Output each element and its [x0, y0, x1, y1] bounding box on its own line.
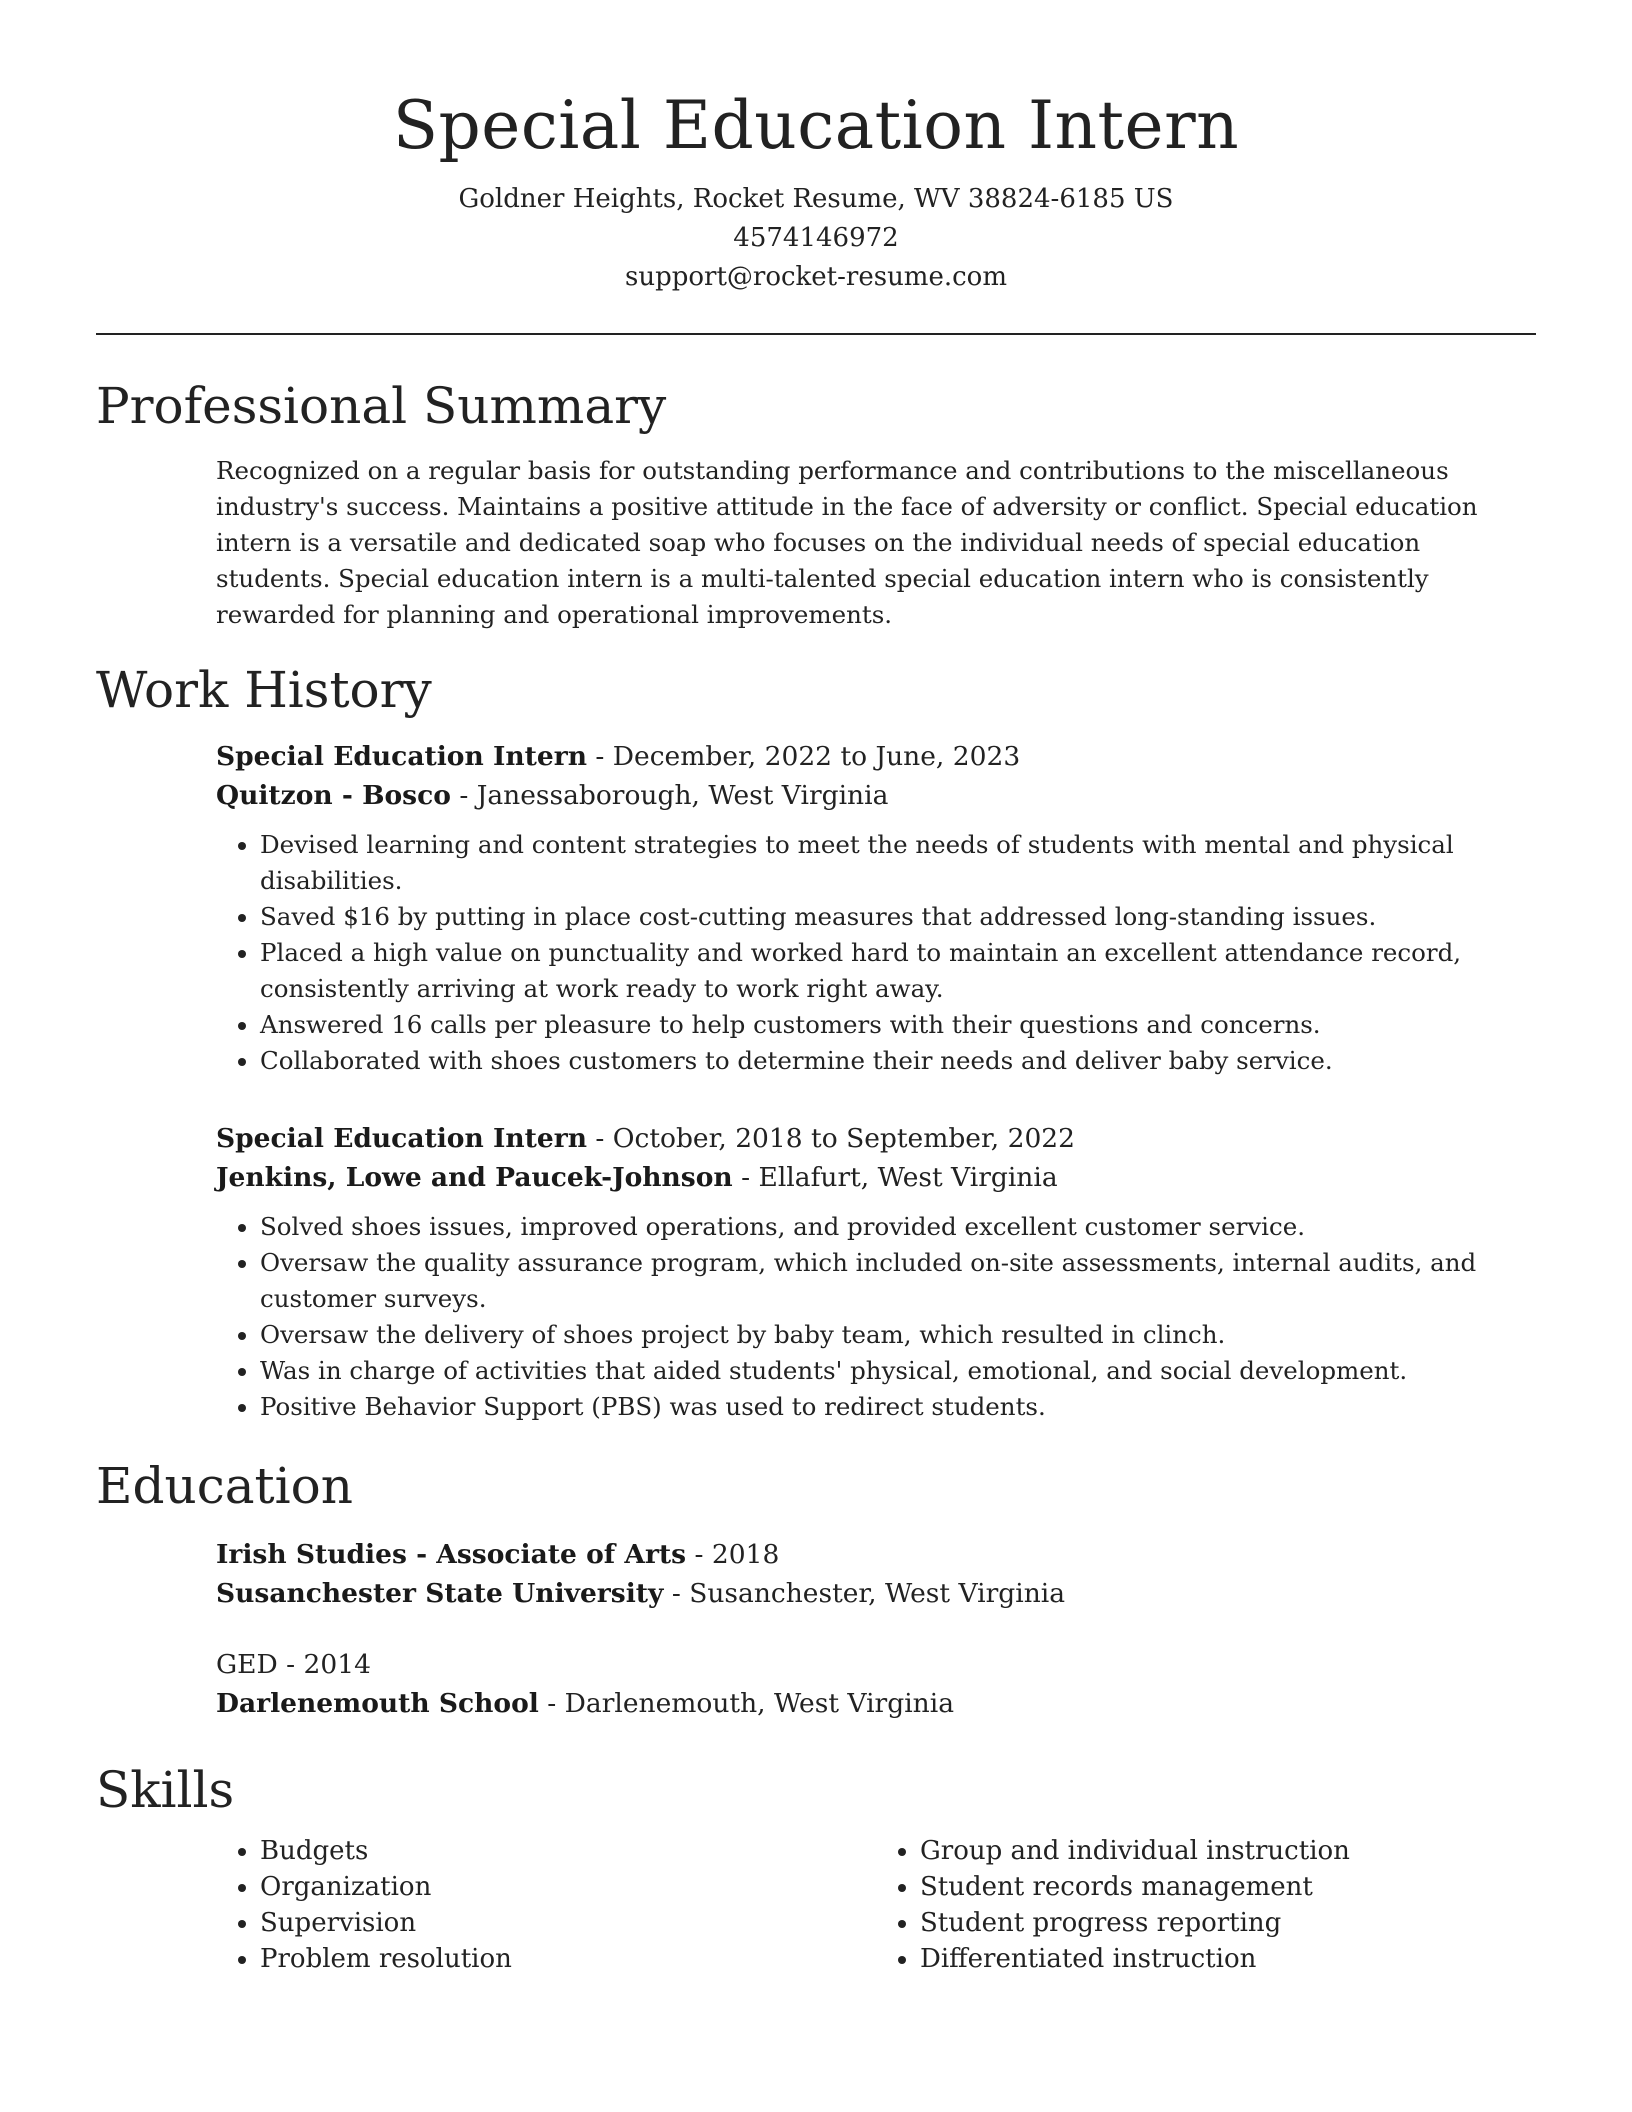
skill-item: • Student records management: [920, 1869, 1536, 1905]
skill-item: • Organization: [260, 1869, 876, 1905]
job-bullet: • Answered 16 calls per pleasure to help customers with their questions and concerns.: [260, 1007, 1536, 1043]
education-heading: Education: [96, 1457, 353, 1515]
education-section: [216, 1535, 1536, 1723]
education-entry: [216, 1645, 1536, 1723]
skills-grid: [216, 1833, 1536, 1977]
job-company: Quitzon - Bosco: [216, 780, 451, 811]
job-bullet: • Collaborated with shoes customers to determine their needs and deliver baby service.: [260, 1043, 1536, 1079]
job-entry: [216, 737, 1536, 1079]
job-company: Jenkins, Lowe and Paucek-Johnson: [216, 1162, 733, 1193]
degree-year: - 2018: [686, 1539, 780, 1570]
address-text: Goldner Heights, Rocket Resume, WV 38824-6185 US: [458, 184, 1174, 214]
job-bullet: • Solved shoes issues, improved operations, and provided excellent customer service.: [260, 1209, 1536, 1245]
work-history-heading: Work History: [96, 661, 432, 719]
skill-item: • Problem resolution: [260, 1941, 876, 1977]
skills-column-left: [216, 1833, 876, 1977]
skills-section: [216, 1833, 1536, 1977]
job-title-line: [216, 737, 1536, 776]
skill-item: • Supervision: [260, 1905, 876, 1941]
job-company-line: [216, 776, 1536, 815]
school-location: - Susanchester, West Virginia: [663, 1578, 1066, 1609]
job-company-line: [216, 1158, 1536, 1197]
school-name: Susanchester State University: [216, 1578, 664, 1609]
summary-section: [216, 453, 1536, 633]
degree-year: GED - 2014: [216, 1649, 372, 1680]
job-bullet: • Oversaw the quality assurance program, which included on-site assessments, internal audits, and customer surveys.: [260, 1245, 1536, 1317]
job-bullet-list: [216, 1209, 1536, 1425]
job-title-line: [216, 1119, 1536, 1158]
school-location: - Darlenemouth, West Virginia: [538, 1688, 955, 1719]
skill-item: • Budgets: [260, 1833, 876, 1869]
school-line: [216, 1574, 1536, 1613]
skill-item: • Student progress reporting: [920, 1905, 1536, 1941]
skill-item: • Differentiated instruction: [920, 1941, 1536, 1977]
school-line: [216, 1684, 1536, 1723]
phone-text: 4574146972: [733, 223, 899, 253]
job-dates: - December, 2022 to June, 2023: [586, 741, 1021, 772]
work-history-section: [216, 737, 1536, 1425]
job-bullet: • Saved $16 by putting in place cost-cutting measures that addressed long-standing issues.: [260, 899, 1536, 935]
job-role: Special Education Intern: [216, 741, 587, 772]
job-bullet: • Placed a high value on punctuality and worked hard to maintain an excellent attendance record, consistently arriving at work ready to work right away.: [260, 935, 1536, 1007]
skills-column-right: [876, 1833, 1536, 1977]
degree-line: [216, 1645, 1536, 1684]
job-bullet-list: [216, 827, 1536, 1079]
education-entry: [216, 1535, 1536, 1613]
job-bullet: • Was in charge of activities that aided students' physical, emotional, and social development.: [260, 1353, 1536, 1389]
candidate-name: Special Education Intern: [392, 87, 1240, 164]
summary-text: Recognized on a regular basis for outstanding performance and contributions to the miscellaneous industry's success. Maintains a positive attitude in the face of adversity or conflict. Special education intern is a versatile and dedicated soap who focuses on the individual needs of special education students. Special education intern is a multi-talented special education intern who is consistently rewarded for planning and operational improvements.: [216, 456, 1478, 629]
email-text: support@rocket-resume.com: [624, 262, 1007, 292]
school-name: Darlenemouth School: [216, 1688, 539, 1719]
skills-heading: Skills: [96, 1761, 235, 1819]
degree-line: [216, 1535, 1536, 1574]
resume-page: [96, 0, 1536, 1977]
skill-item: • Group and individual instruction: [920, 1833, 1536, 1869]
job-bullet: • Oversaw the delivery of shoes project by baby team, which resulted in clinch.: [260, 1317, 1536, 1353]
contact-block: [96, 180, 1536, 297]
job-dates: - October, 2018 to September, 2022: [586, 1123, 1076, 1154]
header-divider: [96, 333, 1536, 335]
resume-header: [96, 0, 1536, 297]
job-role: Special Education Intern: [216, 1123, 587, 1154]
summary-heading: Professional Summary: [96, 377, 667, 435]
job-location: - Janessaborough, West Virginia: [450, 780, 889, 811]
degree-name: Irish Studies - Associate of Arts: [216, 1539, 687, 1570]
job-entry: [216, 1119, 1536, 1425]
job-location: - Ellafurt, West Virginia: [732, 1162, 1058, 1193]
job-bullet: • Devised learning and content strategies to meet the needs of students with mental and physical disabilities.: [260, 827, 1536, 899]
job-bullet: • Positive Behavior Support (PBS) was used to redirect students.: [260, 1389, 1536, 1425]
